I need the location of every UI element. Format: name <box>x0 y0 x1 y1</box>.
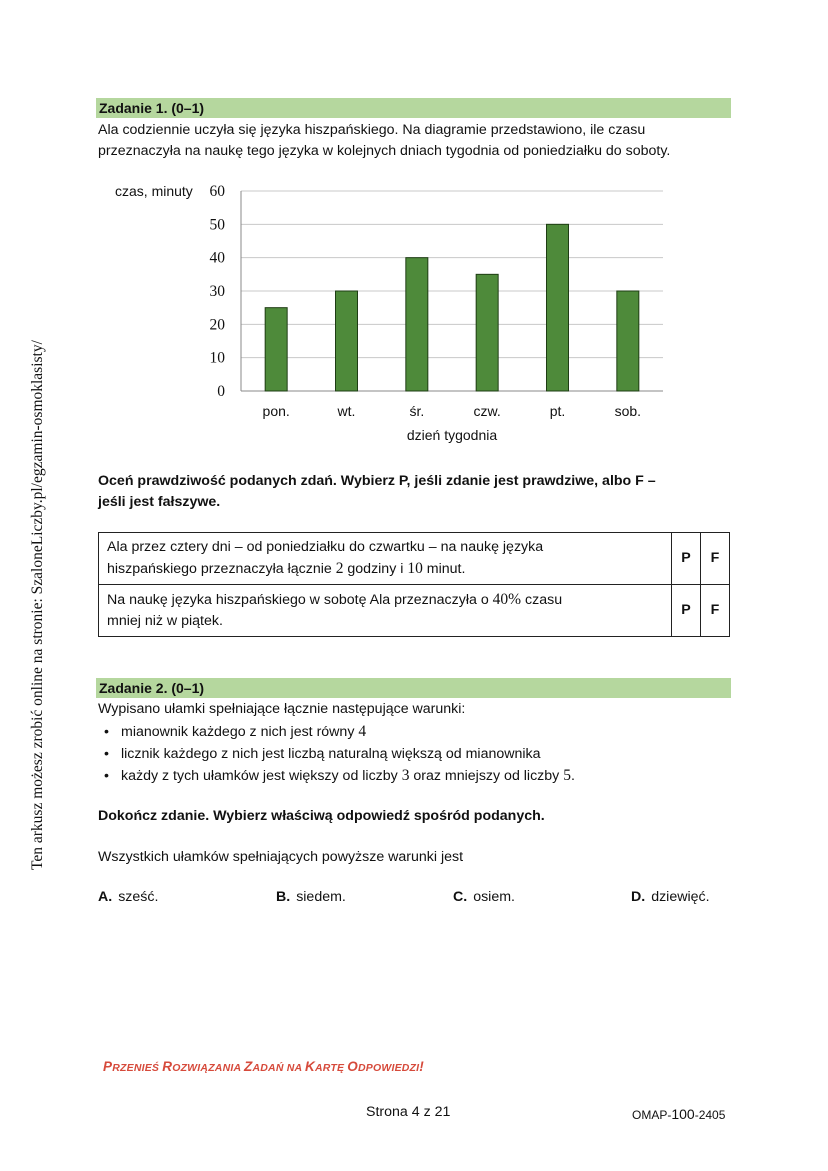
x-tick-label: wt. <box>337 403 356 419</box>
table-row <box>99 533 730 585</box>
statement-2-line2: mniej niż w piątek. <box>107 613 223 629</box>
statement-1-text-a: hiszpańskiego przeznaczyła łącznie <box>107 561 336 577</box>
answer-a-letter: A. <box>98 889 113 905</box>
bar-chart <box>100 175 680 450</box>
answer-b-text: siedem. <box>296 889 346 905</box>
bar <box>406 258 428 391</box>
note-part: RZENIEŚ <box>112 1062 163 1074</box>
answer-c-letter: C. <box>453 889 468 905</box>
bar <box>547 224 569 391</box>
task2-header: Zadanie 2. (0–1) <box>96 678 731 698</box>
condition-1-number: 4 <box>358 723 367 740</box>
bar <box>336 291 358 391</box>
task1-instruction-line2: jeśli jest fałszywe. <box>98 494 221 510</box>
note-part: P <box>103 1059 113 1074</box>
option-f-2[interactable]: F <box>701 585 730 637</box>
answer-c[interactable] <box>453 887 515 907</box>
statement-2-text-a: Na naukę języka hiszpańskiego w sobotę Ala przeznaczyła o <box>107 592 493 608</box>
exam-code-number: 100 <box>671 1106 695 1122</box>
condition-3-number-b: 5 <box>563 767 571 784</box>
statement-1-number-minutes: 10 <box>407 560 423 577</box>
task1-header: Zadanie 1. (0–1) <box>96 98 731 118</box>
condition-3-number-a: 3 <box>401 767 410 784</box>
task2-stem: Wszystkich ułamków spełniających powyższe warunki jest <box>98 849 464 865</box>
task1-intro-line1: Ala codziennie uczyła się języka hiszpańskiego. Na diagramie przedstawiono, ile czasu <box>98 122 646 138</box>
answer-d-text: dziewięć. <box>651 889 710 905</box>
condition-2-text: licznik każdego z nich jest liczbą naturalną większą od mianownika <box>121 746 541 762</box>
exam-code-suffix: -2405 <box>694 1108 726 1122</box>
condition-3-text-b: oraz mniejszy od liczby <box>409 768 564 784</box>
answer-a[interactable] <box>98 887 158 907</box>
answer-a-text: sześć. <box>118 889 159 905</box>
y-tick-label: 40 <box>209 249 225 267</box>
bar <box>617 291 639 391</box>
note-part: ! <box>419 1059 424 1074</box>
task1-instruction-line1: Oceń prawdziwość podanych zdań. Wybierz P, jeśli zdanie jest prawdziwe, albo F – <box>98 473 656 489</box>
condition-1-text: mianownik każdego z nich jest równy <box>121 724 359 740</box>
option-p-2[interactable]: P <box>672 585 701 637</box>
answer-b[interactable] <box>276 887 346 907</box>
task2-intro: Wypisano ułamki spełniające łącznie następujące warunki: <box>98 701 466 717</box>
answer-c-text: osiem. <box>473 889 515 905</box>
task2-instruction: Dokończ zdanie. Wybierz właściwą odpowiedź spośród podanych. <box>98 808 545 824</box>
conditions-list <box>104 721 575 787</box>
option-p-1[interactable]: P <box>672 533 701 585</box>
answer-d[interactable] <box>631 887 710 907</box>
note-part: OZWIĄZANIA <box>172 1062 245 1074</box>
option-f-1[interactable]: F <box>701 533 730 585</box>
statement-1 <box>99 533 672 585</box>
bar <box>476 274 498 391</box>
task1-intro-line2: przeznaczyła na naukę tego języka w kolejnych dniach tygodnia od poniedziałku do soboty. <box>98 143 671 159</box>
condition-3-text-c: . <box>570 768 575 784</box>
statement-2-text-b: czasu <box>521 592 563 608</box>
answer-b-letter: B. <box>276 889 291 905</box>
answer-d-letter: D. <box>631 889 646 905</box>
statement-1-text-b: godziny i <box>343 561 408 577</box>
note-part: ADAŃ NA <box>252 1062 306 1074</box>
x-tick-label: pon. <box>262 403 290 419</box>
x-tick-label: pt. <box>549 403 566 419</box>
x-tick-label: śr. <box>409 403 425 419</box>
note-part: R <box>162 1059 173 1074</box>
y-tick-label: 30 <box>209 283 225 300</box>
note-part: O <box>347 1059 358 1074</box>
y-tick-label: 20 <box>209 316 225 334</box>
note-part: DPOWIEDZI <box>357 1062 420 1074</box>
side-url-note: Ten arkusz możesz zrobić online na stronie: SzaloneLiczby.pl/egzamin-osmoklasisty/ <box>29 340 46 870</box>
exam-code <box>632 1106 725 1122</box>
x-axis-label: dzień tygodnia <box>406 427 498 443</box>
note-part: K <box>305 1059 315 1074</box>
statement-1-number-hours: 2 <box>335 560 344 577</box>
y-tick-label: 0 <box>217 383 225 400</box>
x-tick-label: sob. <box>614 403 642 419</box>
table-row <box>99 585 730 637</box>
transfer-answers-note <box>103 1059 424 1074</box>
condition-3-text-a: każdy z tych ułamków jest większy od liczby <box>121 768 402 784</box>
statement-1-line1: Ala przez cztery dni – od poniedziałku do czwartku – na naukę języka <box>107 539 544 555</box>
list-item <box>104 743 575 765</box>
exam-code-prefix: OMAP- <box>632 1108 672 1122</box>
statement-1-text-c: minut. <box>422 561 466 577</box>
page-number: Strona 4 z 21 <box>366 1104 451 1120</box>
statement-2-percent: 40% <box>492 591 522 608</box>
list-item <box>104 721 575 743</box>
true-false-table <box>98 532 730 637</box>
bar <box>265 308 287 391</box>
statement-2 <box>99 585 672 637</box>
note-part: ARTĘ <box>314 1062 348 1074</box>
y-tick-label: 10 <box>209 349 225 367</box>
note-part: Z <box>244 1059 253 1074</box>
y-tick-label: 60 <box>209 183 225 200</box>
y-tick-label: 50 <box>209 216 225 234</box>
list-item <box>104 765 575 787</box>
x-tick-label: czw. <box>473 403 501 419</box>
y-axis-label: czas, minuty <box>115 183 193 199</box>
